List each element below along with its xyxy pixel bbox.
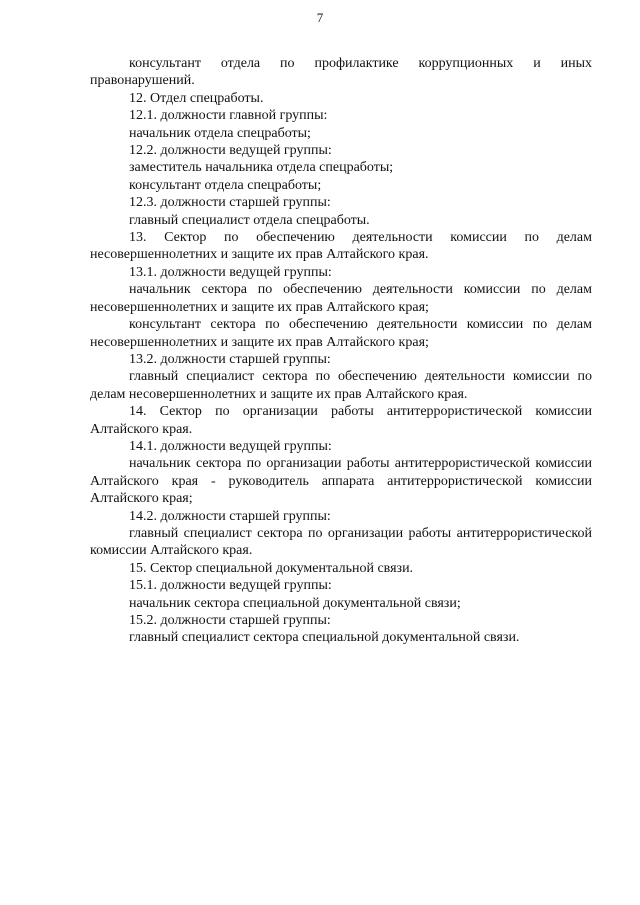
document-body <box>90 55 592 647</box>
position-item: начальник сектора по организации работы антитеррористической комиссии Алтайского края - руководитель аппарата антитеррористической комиссии Алтайского края; <box>90 456 592 507</box>
heading-section-12: 12. Отдел спецработы. <box>129 90 264 106</box>
position-item: начальник сектора по обеспечению деятельности комиссии по делам несовершеннолетних и защите их прав Алтайского края; <box>90 282 592 315</box>
subheading-12-1: 12.1. должности главной группы: <box>129 108 328 124</box>
heading-section-13: 13. Сектор по обеспечению деятельности комиссии по делам несовершеннолетних и защите их прав Алтайского края. <box>90 230 592 263</box>
subheading-13-1: 13.1. должности ведущей группы: <box>129 264 332 280</box>
position-item: главный специалист сектора по организации работы антитеррористической комиссии Алтайского края. <box>90 525 592 559</box>
paragraph-consultant-anticorruption: консультант отдела по профилактике коррупционных и иных правонарушений. <box>90 56 592 89</box>
position-item: главный специалист сектора специальной документальной связи. <box>129 630 520 646</box>
subheading-15-1: 15.1. должности ведущей группы: <box>129 578 332 594</box>
subheading-14-1: 14.1. должности ведущей группы: <box>129 438 332 454</box>
subheading-13-2: 13.2. должности старшей группы: <box>129 351 331 367</box>
position-item: начальник сектора специальной документальной связи; <box>129 595 461 611</box>
position-item: главный специалист отдела спецработы. <box>129 212 370 228</box>
position-item: главный специалист сектора по обеспечению деятельности комиссии по делам несовершеннолетних и защите их прав Алтайского края. <box>90 369 592 402</box>
subheading-15-2: 15.2. должности старшей группы: <box>129 613 331 628</box>
subheading-12-2: 12.2. должности ведущей группы: <box>129 143 332 159</box>
heading-section-15: 15. Сектор специальной документальной связи. <box>129 560 414 576</box>
position-item: консультант сектора по обеспечению деятельности комиссии по делам несовершеннолетних и защите их прав Алтайского края; <box>90 317 592 350</box>
position-item: консультант отдела спецработы; <box>129 177 322 193</box>
subheading-12-3: 12.3. должности старшей группы: <box>129 195 331 211</box>
subheading-14-2: 14.2. должности старшей группы: <box>129 508 331 524</box>
page-number: 7 <box>316 10 324 25</box>
position-item: начальник отдела спецработы; <box>129 125 311 141</box>
position-item: заместитель начальника отдела спецработы; <box>129 160 394 176</box>
heading-section-14: 14. Сектор по организации работы антитеррористической комиссии Алтайского края. <box>90 404 592 437</box>
